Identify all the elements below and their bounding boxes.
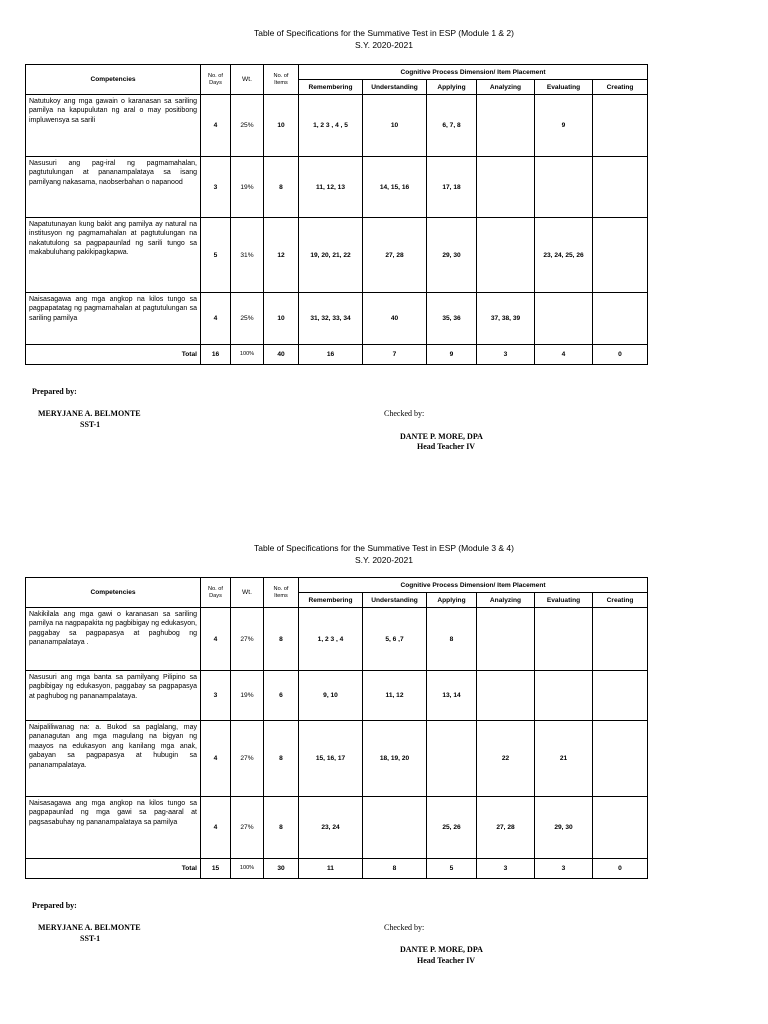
applying-cell: 17, 18: [427, 157, 477, 218]
understanding-cell: 18, 19, 20: [363, 721, 427, 797]
weight-cell: 27%: [231, 721, 264, 797]
evaluating-cell: 29, 30: [535, 797, 593, 859]
table-row: [26, 608, 648, 671]
weight-cell: 19%: [231, 157, 264, 218]
preparer-name: MERYJANE A. BELMONTE: [38, 409, 141, 418]
competency-cell: Nakikilala ang mga gawi o karanasan sa sariling pamilya na nagpapakita ng pagbibigay ng edukasyon, paggabay sa pagpapasya at paghubog ng pananampalataya .: [26, 608, 201, 671]
header-understanding: Understanding: [363, 593, 427, 608]
items-cell: 12: [264, 218, 299, 293]
specifications-table: [25, 577, 648, 879]
preparer-title: SST-1: [80, 420, 101, 429]
total-days: 15: [201, 859, 231, 879]
header-analyzing: Analyzing: [477, 593, 535, 608]
checker-name: DANTE P. MORE, DPA: [400, 432, 483, 441]
header-analyzing: Analyzing: [477, 80, 535, 95]
competency-cell: Naisasagawa ang mga angkop na kilos tungo sa pagpapaunlad ng mga gawi sa pag-aaral at pagsasabuhay ng pananampalataya sa pamilya: [26, 797, 201, 859]
competency-cell: Nasusuri ang mga banta sa pamilyang Pilipino sa pagbibigay ng edukasyon, paggabay sa pagpapasya at paghubog ng pananampalataya.: [26, 671, 201, 721]
creating-cell: [593, 293, 648, 345]
creating-cell: [593, 157, 648, 218]
weight-cell: 25%: [231, 293, 264, 345]
creating-cell: [593, 608, 648, 671]
school-year: S.Y. 2020-2021: [355, 40, 413, 50]
days-cell: 3: [201, 671, 231, 721]
days-cell: 4: [201, 721, 231, 797]
understanding-cell: 14, 15, 16: [363, 157, 427, 218]
weight-cell: 27%: [231, 608, 264, 671]
days-cell: 4: [201, 608, 231, 671]
header-remembering: Remembering: [299, 593, 363, 608]
table-title: Table of Specifications for the Summative Test in ESP (Module 3 & 4): [253, 543, 514, 553]
weight-cell: 27%: [231, 797, 264, 859]
remembering-cell: 1, 2 3 , 4 , 5: [299, 95, 363, 157]
header-applying: Applying: [427, 80, 477, 95]
weight-cell: 25%: [231, 95, 264, 157]
table-row: [26, 157, 648, 218]
table-row: [26, 95, 648, 157]
table-row: [26, 721, 648, 797]
remembering-cell: 31, 32, 33, 34: [299, 293, 363, 345]
competency-cell: Naisasagawa ang mga angkop na kilos tungo sa pagpapatatag ng pagmamahalan at pagtutulungan sa sariling pamilya: [26, 293, 201, 345]
total-analyzing: 3: [477, 345, 535, 365]
understanding-cell: 40: [363, 293, 427, 345]
items-cell: 10: [264, 293, 299, 345]
days-cell: 5: [201, 218, 231, 293]
items-cell: 10: [264, 95, 299, 157]
header-applying: Applying: [427, 593, 477, 608]
school-year: S.Y. 2020-2021: [355, 555, 413, 565]
creating-cell: [593, 95, 648, 157]
totals-row: [26, 345, 648, 365]
creating-cell: [593, 671, 648, 721]
preparer-name: MERYJANE A. BELMONTE: [38, 923, 141, 932]
analyzing-cell: [477, 95, 535, 157]
analyzing-cell: 22: [477, 721, 535, 797]
creating-cell: [593, 721, 648, 797]
analyzing-cell: [477, 157, 535, 218]
header-evaluating: Evaluating: [535, 593, 593, 608]
understanding-cell: 5, 6 ,7: [363, 608, 427, 671]
header-days: No. of Days: [201, 578, 231, 608]
table-row: [26, 218, 648, 293]
competency-cell: Natutukoy ang mga gawain o karanasan sa sariling pamilya na kapupulutan ng aral o may positibong impluwensya sa sarili: [26, 95, 201, 157]
evaluating-cell: 23, 24, 25, 26: [535, 218, 593, 293]
prepared-by-label: Prepared by:: [32, 901, 77, 910]
creating-cell: [593, 218, 648, 293]
items-cell: 8: [264, 608, 299, 671]
days-cell: 3: [201, 157, 231, 218]
applying-cell: 13, 14: [427, 671, 477, 721]
analyzing-cell: [477, 218, 535, 293]
checked-by-label: Checked by:: [384, 923, 425, 932]
competency-cell: Napatutunayan kung bakit ang pamilya ay natural na institusyon ng pagmamahalan at pagtutulungan na nakatutulong sa pagpapaunlad ng sarili tungo sa makabuluhang pakikipagkapwa.: [26, 218, 201, 293]
applying-cell: 8: [427, 608, 477, 671]
understanding-cell: [363, 797, 427, 859]
table-row: [26, 293, 648, 345]
header-weight: Wt.: [231, 65, 264, 95]
total-understanding: 8: [363, 859, 427, 879]
remembering-cell: 1, 2 3 , 4: [299, 608, 363, 671]
specifications-table: [25, 64, 648, 365]
understanding-cell: 10: [363, 95, 427, 157]
days-cell: 4: [201, 293, 231, 345]
header-items: No. of Items: [264, 65, 299, 95]
applying-cell: 6, 7, 8: [427, 95, 477, 157]
total-applying: 9: [427, 345, 477, 365]
header-cognitive-dimension: Cognitive Process Dimension/ Item Placement: [299, 578, 648, 593]
creating-cell: [593, 797, 648, 859]
days-cell: 4: [201, 797, 231, 859]
total-label: Total: [26, 859, 201, 879]
table-row: [26, 671, 648, 721]
remembering-cell: 9, 10: [299, 671, 363, 721]
total-evaluating: 3: [535, 859, 593, 879]
total-items: 40: [264, 345, 299, 365]
header-creating: Creating: [593, 593, 648, 608]
total-weight: 100%: [231, 859, 264, 879]
total-remembering: 16: [299, 345, 363, 365]
total-applying: 5: [427, 859, 477, 879]
applying-cell: 35, 36: [427, 293, 477, 345]
remembering-cell: 23, 24: [299, 797, 363, 859]
evaluating-cell: [535, 608, 593, 671]
analyzing-cell: 27, 28: [477, 797, 535, 859]
analyzing-cell: 37, 38, 39: [477, 293, 535, 345]
header-remembering: Remembering: [299, 80, 363, 95]
weight-cell: 31%: [231, 218, 264, 293]
applying-cell: 29, 30: [427, 218, 477, 293]
header-competencies: Competencies: [26, 65, 201, 95]
items-cell: 8: [264, 721, 299, 797]
applying-cell: 25, 26: [427, 797, 477, 859]
header-items: No. of Items: [264, 578, 299, 608]
items-cell: 8: [264, 157, 299, 218]
analyzing-cell: [477, 671, 535, 721]
analyzing-cell: [477, 608, 535, 671]
understanding-cell: 11, 12: [363, 671, 427, 721]
header-creating: Creating: [593, 80, 648, 95]
preparer-title: SST-1: [80, 934, 101, 943]
competency-cell: Nasusuri ang pag-iral ng pagmamahalan, pagtutulungan at pananampalataya sa isang pamilyang nakasama, naobserbahan o napanood: [26, 157, 201, 218]
evaluating-cell: [535, 293, 593, 345]
header-days: No. of Days: [201, 65, 231, 95]
header-understanding: Understanding: [363, 80, 427, 95]
total-label: Total: [26, 345, 201, 365]
competency-cell: Naipaliliwanag na: a. Bukod sa paglalang, may pananagutan ang mga magulang na bigyan ng maayos na edukasyon ang kanilang mga anak, gabayan sa pagpapasya at hubugin sa pananampalataya.: [26, 721, 201, 797]
evaluating-cell: 21: [535, 721, 593, 797]
total-remembering: 11: [299, 859, 363, 879]
items-cell: 8: [264, 797, 299, 859]
days-cell: 4: [201, 95, 231, 157]
items-cell: 6: [264, 671, 299, 721]
header-weight: Wt.: [231, 578, 264, 608]
total-days: 16: [201, 345, 231, 365]
table-title: Table of Specifications for the Summative Test in ESP (Module 1 & 2): [253, 28, 514, 38]
prepared-by-label: Prepared by:: [32, 387, 77, 396]
evaluating-cell: [535, 157, 593, 218]
remembering-cell: 15, 16, 17: [299, 721, 363, 797]
table-row: [26, 797, 648, 859]
total-evaluating: 4: [535, 345, 593, 365]
total-creating: 0: [593, 345, 648, 365]
total-weight: 100%: [231, 345, 264, 365]
evaluating-cell: 9: [535, 95, 593, 157]
evaluating-cell: [535, 671, 593, 721]
remembering-cell: 11, 12, 13: [299, 157, 363, 218]
checker-title: Head Teacher IV: [417, 442, 476, 451]
header-competencies: Competencies: [26, 578, 201, 608]
header-evaluating: Evaluating: [535, 80, 593, 95]
total-understanding: 7: [363, 345, 427, 365]
applying-cell: [427, 721, 477, 797]
remembering-cell: 19, 20, 21, 22: [299, 218, 363, 293]
total-items: 30: [264, 859, 299, 879]
checker-name: DANTE P. MORE, DPA: [400, 945, 483, 954]
totals-row: [26, 859, 648, 879]
understanding-cell: 27, 28: [363, 218, 427, 293]
total-creating: 0: [593, 859, 648, 879]
header-cognitive-dimension: Cognitive Process Dimension/ Item Placement: [299, 65, 648, 80]
checker-title: Head Teacher IV: [417, 956, 476, 965]
checked-by-label: Checked by:: [384, 409, 425, 418]
weight-cell: 19%: [231, 671, 264, 721]
total-analyzing: 3: [477, 859, 535, 879]
